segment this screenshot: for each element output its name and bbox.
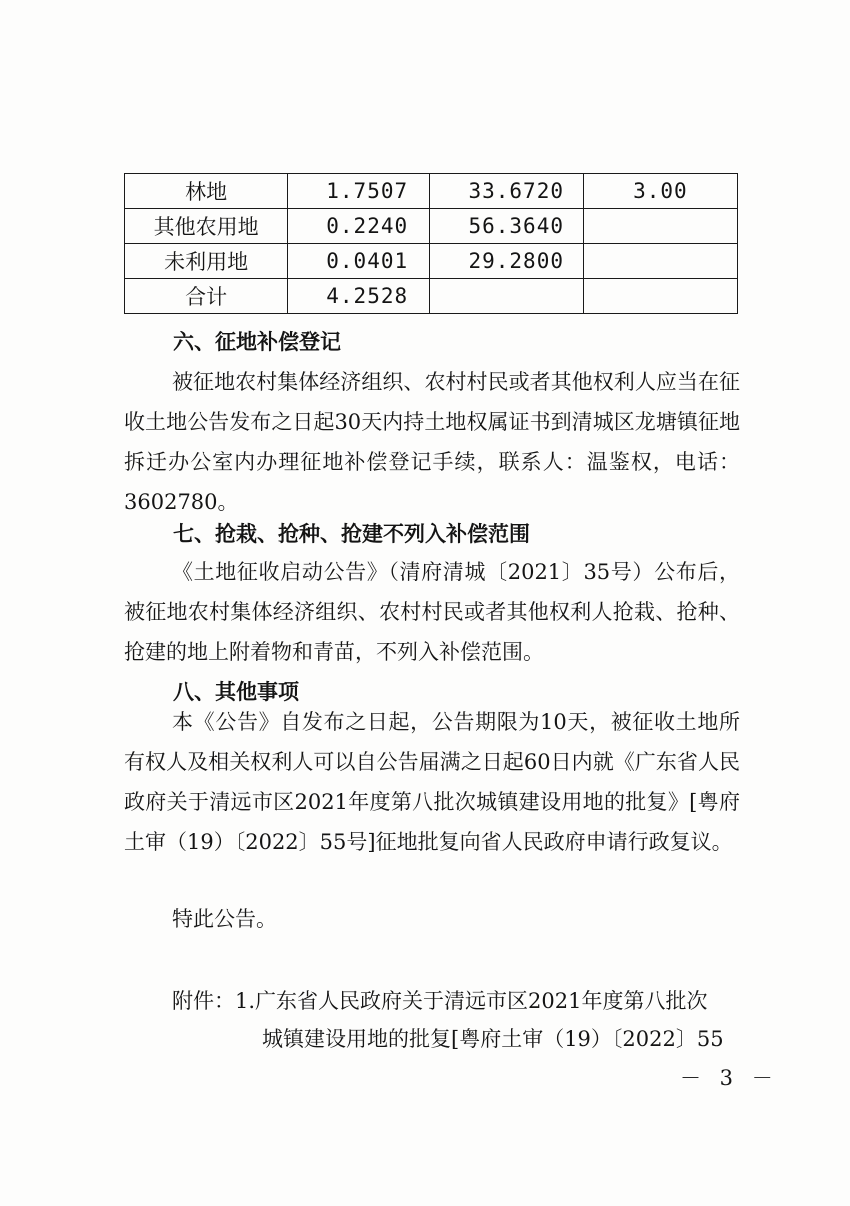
section-8-body: 本《公告》自发布之日起，公告期限为10天，被征收土地所有权人及相关权利人可以自公告届满之日起60日内就《广东省人民政府关于清远市区2021年度第八批次城镇建设用地的批复》[粤府土审（19）〔2022〕55号]征地批复向省人民政府申请行政复议。: [124, 710, 740, 854]
closing-remark: 特此公告。: [172, 907, 277, 931]
table-row: [125, 174, 738, 209]
section-7-heading: 七、抢栽、抢种、抢建不列入补偿范围: [173, 522, 530, 546]
section-7-body: 《土地征收启动公告》（清府清城〔2021〕35号）公布后，被征地农村集体经济组织、农村村民或者其他权利人抢栽、抢种、抢建的地上附着物和青苗，不列入补偿范围。: [124, 560, 740, 664]
table-row: [125, 209, 738, 244]
extra-cell: [583, 279, 737, 314]
attachment-line-2: 城镇建设用地的批复[粤府土审（19）〔2022〕55: [262, 1027, 724, 1051]
page-number: － 3 －: [680, 1066, 779, 1090]
value-cell: 56.3640: [430, 209, 583, 244]
land-type-cell: 其他农用地: [125, 209, 288, 244]
table-row: [125, 279, 738, 314]
value-cell: 29.2800: [430, 244, 583, 279]
land-type-cell: 林地: [125, 174, 288, 209]
area-cell: 0.2240: [288, 209, 430, 244]
land-type-cell: 未利用地: [125, 244, 288, 279]
extra-cell: 3.00: [583, 174, 737, 209]
extra-cell: [583, 209, 737, 244]
land-area-table: [124, 173, 738, 314]
section-6-heading: 六、征地补偿登记: [173, 330, 341, 354]
area-cell: 0.0401: [288, 244, 430, 279]
land-type-cell: 合计: [125, 279, 288, 314]
section-6-body: 被征地农村集体经济组织、农村村民或者其他权利人应当在征收土地公告发布之日起30天内持土地权属证书到清城区龙塘镇征地拆迁办公室内办理征地补偿登记手续，联系人：温鉴权，电话：3602780。: [124, 370, 740, 514]
table-row: [125, 244, 738, 279]
section-8-heading: 八、其他事项: [173, 680, 299, 704]
extra-cell: [583, 244, 737, 279]
value-cell: 33.6720: [430, 174, 583, 209]
area-cell: 4.2528: [288, 279, 430, 314]
value-cell: [430, 279, 583, 314]
attachment-line-1: 附件：1.广东省人民政府关于清远市区2021年度第八批次: [172, 989, 708, 1013]
area-cell: 1.7507: [288, 174, 430, 209]
